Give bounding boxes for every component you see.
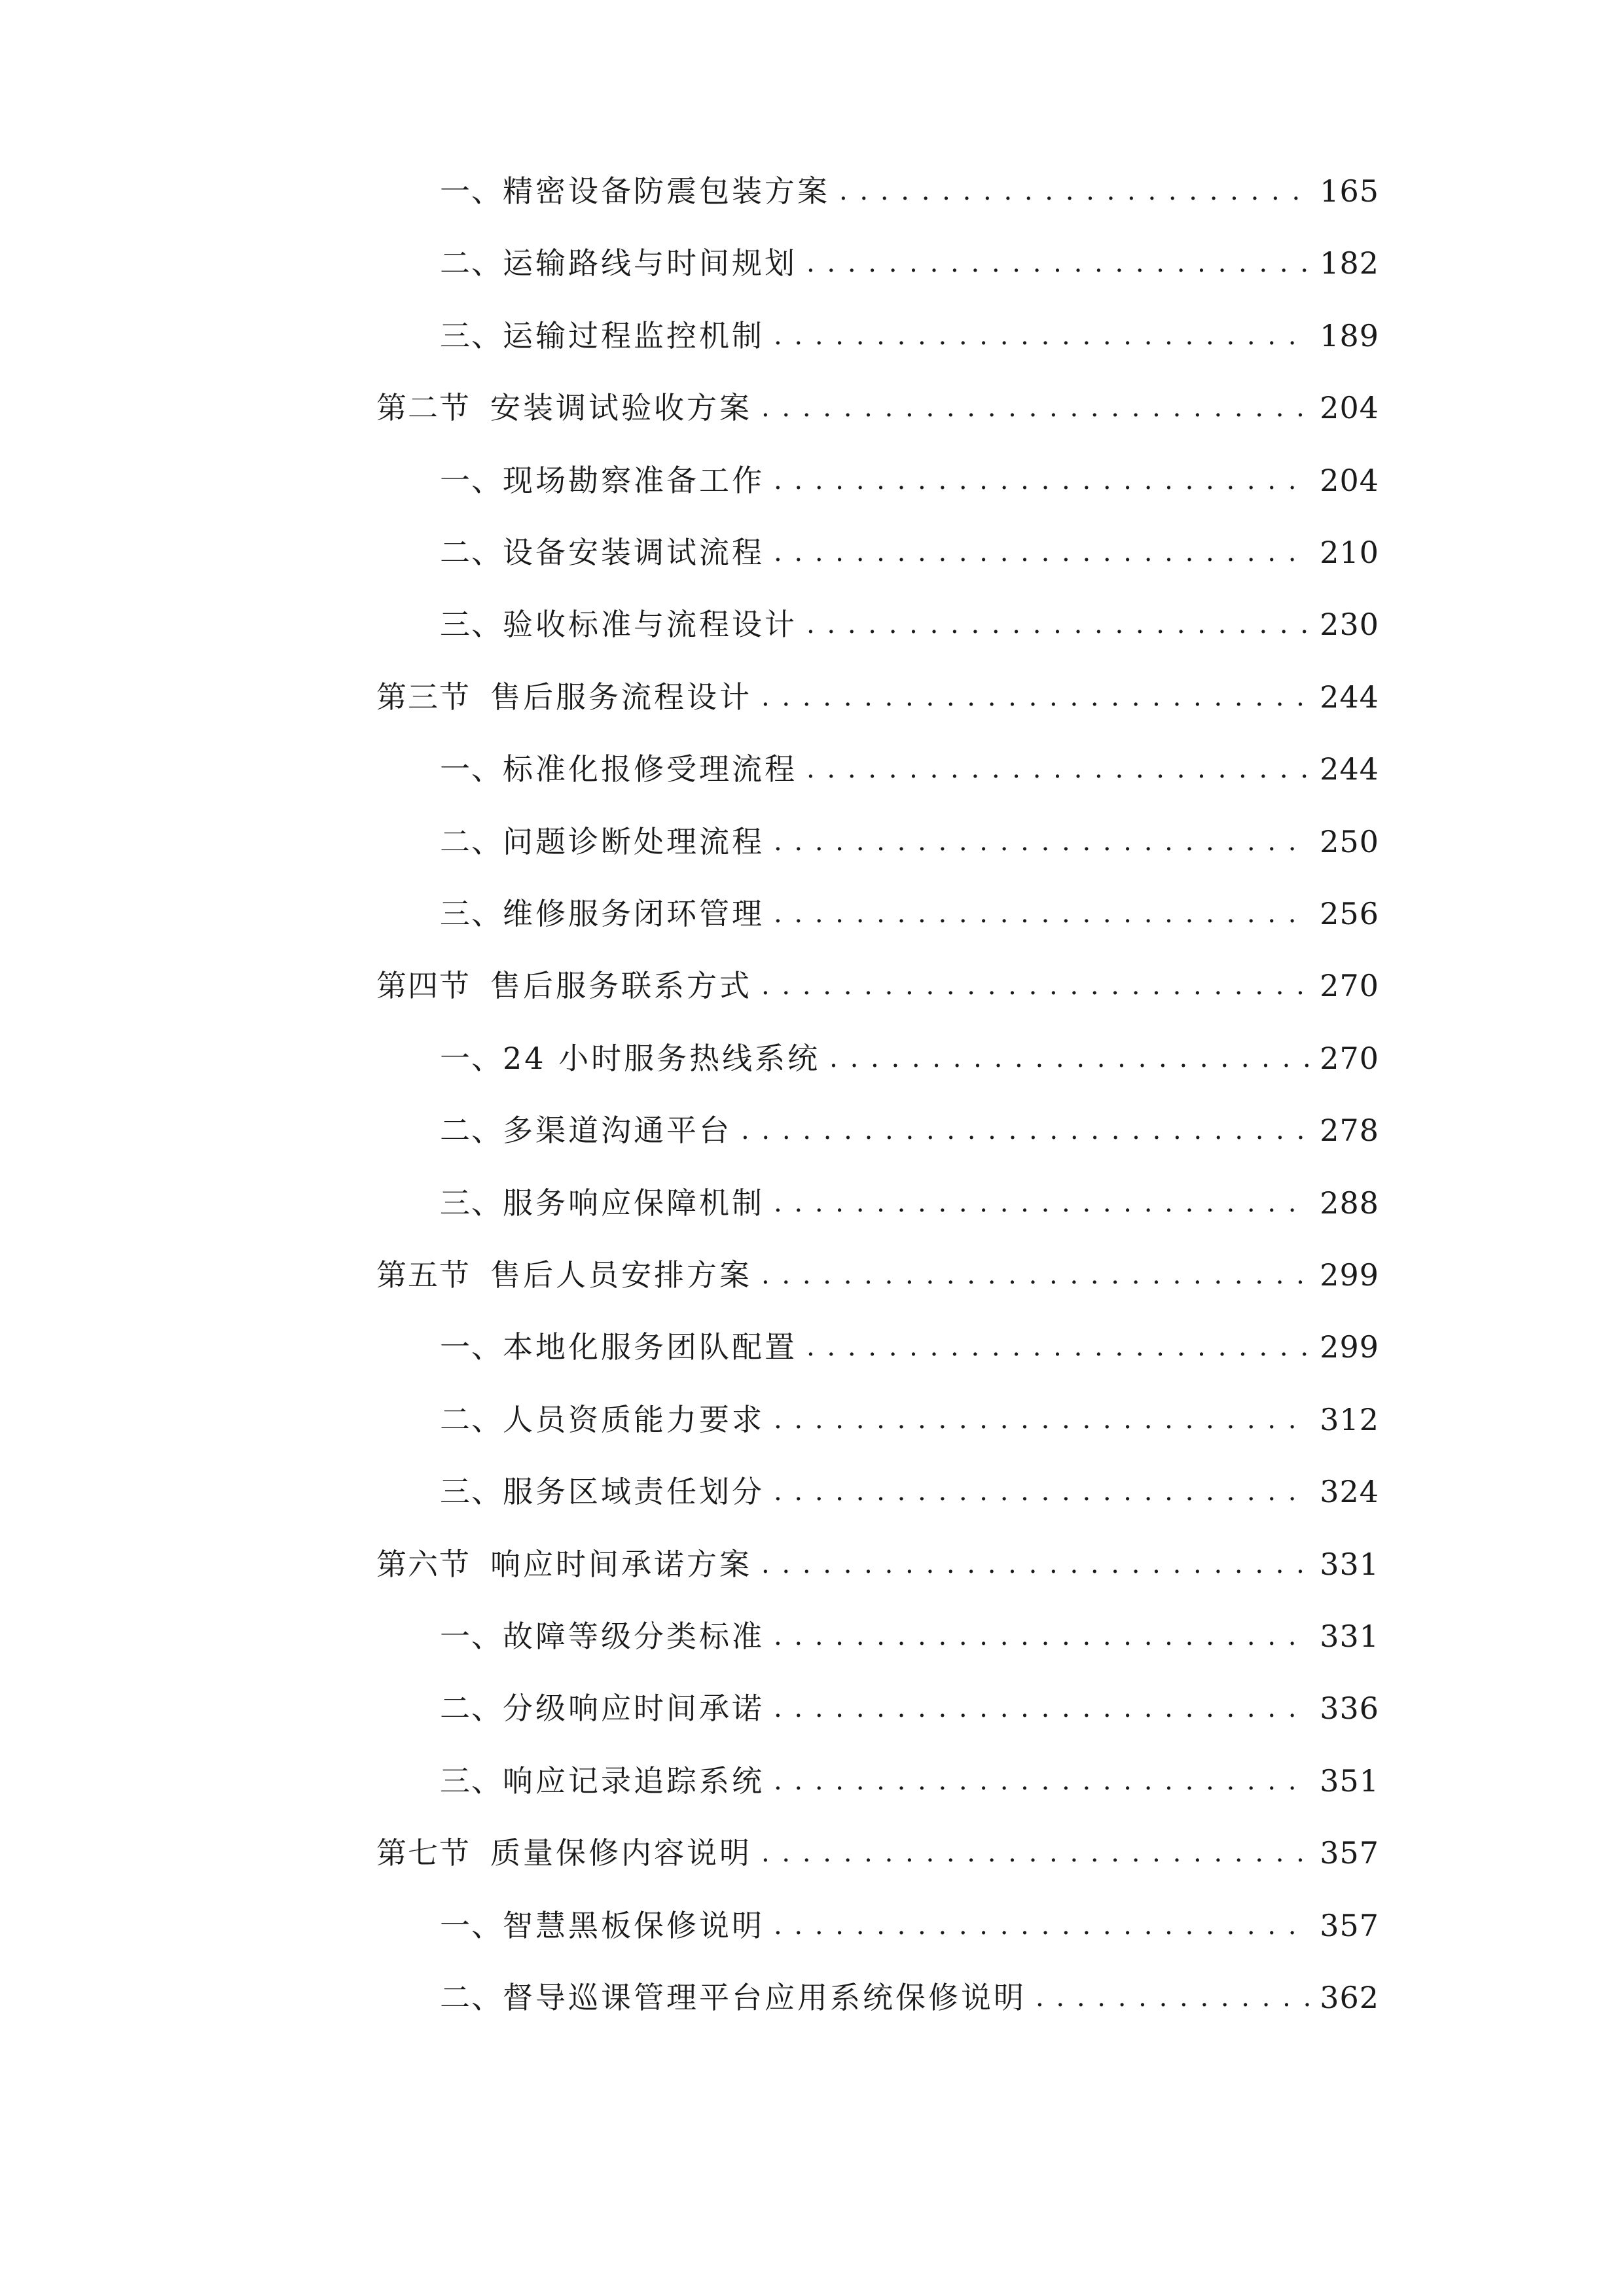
toc-dot-leader: [774, 816, 1310, 868]
toc-entry-number: 第四节: [376, 968, 471, 1003]
toc-entry-number: 一、: [440, 463, 503, 498]
toc-subsection-entry[interactable]: [440, 1755, 1379, 1807]
toc-section-entry[interactable]: [376, 1827, 1379, 1879]
toc-page-number: 299: [1320, 1329, 1379, 1365]
toc-entry-title: 多渠道沟通平台: [503, 1113, 732, 1148]
toc-dot-leader: [761, 1249, 1310, 1301]
toc-entry-number: 第二节: [376, 390, 471, 425]
toc-dot-leader: [806, 598, 1310, 651]
toc-entry-number: 二、: [440, 1113, 503, 1148]
toc-entry-number: 三、: [440, 1185, 503, 1221]
toc-entry-title: 验收标准与流程设计: [503, 607, 797, 642]
toc-subsection-entry[interactable]: [440, 1032, 1379, 1085]
toc-entry-title: 标准化报修受理流程: [503, 751, 797, 787]
toc-entry-number: 二、: [440, 1691, 503, 1726]
toc-entry-title: 售后人员安排方案: [490, 1257, 752, 1293]
toc-section-entry[interactable]: [376, 960, 1379, 1012]
toc-page-number: 244: [1320, 751, 1379, 787]
toc-dot-leader: [761, 1538, 1310, 1590]
toc-entry-title: 质量保修内容说明: [490, 1835, 752, 1871]
toc-page-number: 182: [1320, 245, 1379, 281]
toc-page-number: 288: [1320, 1185, 1379, 1221]
toc-entry-number: 第六节: [376, 1547, 471, 1582]
toc-section-entry[interactable]: [376, 382, 1379, 434]
toc-entry-number: 三、: [440, 318, 503, 353]
toc-entry-number: 二、: [440, 245, 503, 281]
toc-dot-leader: [761, 671, 1310, 723]
toc-entry-number: 三、: [440, 1474, 503, 1509]
toc-subsection-entry[interactable]: [440, 1393, 1379, 1446]
toc-entry-title: 智慧黑板保修说明: [503, 1908, 765, 1943]
toc-entry-title: 设备安装调试流程: [503, 535, 765, 570]
toc-entry-title: 服务响应保障机制: [503, 1185, 765, 1221]
toc-page-number: 351: [1320, 1763, 1379, 1799]
toc-entry-title: 精密设备防震包装方案: [503, 173, 830, 209]
toc-page-number: 210: [1320, 535, 1379, 570]
toc-page-number: 324: [1320, 1474, 1379, 1509]
toc-subsection-entry[interactable]: [440, 1610, 1379, 1662]
toc-entry-number: 二、: [440, 1402, 503, 1437]
toc-dot-leader: [774, 1899, 1310, 1952]
toc-entry-title: 分级响应时间承诺: [503, 1691, 765, 1726]
toc-dot-leader: [761, 1827, 1310, 1879]
toc-page-number: 165: [1320, 173, 1379, 209]
toc-dot-leader: [774, 1465, 1310, 1518]
toc-entry-number: 一、: [440, 1908, 503, 1943]
toc-dot-leader: [839, 165, 1310, 217]
toc-entry-number: 第七节: [376, 1835, 471, 1871]
toc-entry-title: 售后服务流程设计: [490, 679, 752, 715]
toc-entry-title: 运输路线与时间规划: [503, 245, 797, 281]
toc-dot-leader: [806, 1321, 1310, 1373]
toc-entry-title: 安装调试验收方案: [490, 390, 752, 425]
toc-subsection-entry[interactable]: [440, 598, 1379, 651]
toc-entry-number: 三、: [440, 1763, 503, 1799]
toc-entry-title: 现场勘察准备工作: [503, 463, 765, 498]
toc-page-number: 299: [1320, 1257, 1379, 1293]
toc-entry-number: 一、: [440, 173, 503, 209]
toc-page-number: 331: [1320, 1547, 1379, 1582]
toc-entry-number: 二、: [440, 824, 503, 859]
toc-page-number: 270: [1320, 1041, 1379, 1076]
toc-page-number: 244: [1320, 679, 1379, 715]
toc-page-number: 270: [1320, 968, 1379, 1003]
toc-dot-leader: [774, 1610, 1310, 1662]
toc-page-number: 189: [1320, 318, 1379, 353]
toc-page-number: 312: [1320, 1402, 1379, 1437]
toc-page-number: 336: [1320, 1691, 1379, 1726]
toc-entry-number: 一、: [440, 1619, 503, 1654]
toc-entry-title: 响应记录追踪系统: [503, 1763, 765, 1799]
toc-dot-leader: [829, 1032, 1310, 1085]
toc-dot-leader: [806, 743, 1310, 795]
toc-page-number: 357: [1320, 1835, 1379, 1871]
toc-entry-title: 售后服务联系方式: [490, 968, 752, 1003]
toc-section-entry[interactable]: [376, 1249, 1379, 1301]
toc-entry-number: 三、: [440, 607, 503, 642]
toc-entry-title: 问题诊断处理流程: [503, 824, 765, 859]
toc-entry-title: 24 小时服务热线系统: [503, 1041, 821, 1076]
toc-entry-title: 督导巡课管理平台应用系统保修说明: [503, 1980, 1026, 2015]
toc-page-number: 230: [1320, 607, 1379, 642]
toc-page-number: 204: [1320, 390, 1379, 425]
toc-page-number: 362: [1320, 1980, 1379, 2015]
toc-entry-title: 响应时间承诺方案: [490, 1547, 752, 1582]
toc-page-number: 331: [1320, 1619, 1379, 1654]
toc-dot-leader: [806, 237, 1310, 289]
toc-subsection-entry[interactable]: [440, 1899, 1379, 1952]
toc-entry-number: 第三节: [376, 679, 471, 715]
toc-subsection-entry[interactable]: [440, 888, 1379, 940]
toc-dot-leader: [1036, 1971, 1310, 2024]
toc-subsection-entry[interactable]: [440, 1321, 1379, 1373]
toc-entry-title: 故障等级分类标准: [503, 1619, 765, 1654]
toc-dot-leader: [774, 1177, 1310, 1229]
toc-page-number: 278: [1320, 1113, 1379, 1148]
toc-entry-title: 服务区域责任划分: [503, 1474, 765, 1509]
toc-entry-number: 一、: [440, 751, 503, 787]
toc-subsection-entry[interactable]: [440, 1104, 1379, 1157]
toc-dot-leader: [774, 310, 1310, 362]
toc-page-number: 256: [1320, 896, 1379, 931]
toc-section-entry[interactable]: [376, 671, 1379, 723]
toc-dot-leader: [774, 1755, 1310, 1807]
toc-entry-number: 二、: [440, 1980, 503, 2015]
toc-subsection-entry[interactable]: [440, 237, 1379, 289]
toc-subsection-entry[interactable]: [440, 165, 1379, 217]
toc-entry-number: 一、: [440, 1041, 503, 1076]
toc-entry-title: 人员资质能力要求: [503, 1402, 765, 1437]
toc-entry-number: 二、: [440, 535, 503, 570]
toc-entry-title: 本地化服务团队配置: [503, 1329, 797, 1365]
toc-dot-leader: [774, 454, 1310, 507]
toc-subsection-entry[interactable]: [440, 454, 1379, 507]
toc-entry-number: 一、: [440, 1329, 503, 1365]
toc-dot-leader: [761, 382, 1310, 434]
toc-entry-title: 运输过程监控机制: [503, 318, 765, 353]
toc-subsection-entry[interactable]: [440, 1465, 1379, 1518]
toc-dot-leader: [774, 1682, 1310, 1734]
toc-dot-leader: [741, 1104, 1310, 1157]
toc-subsection-entry[interactable]: [440, 1177, 1379, 1229]
toc-subsection-entry[interactable]: [440, 743, 1379, 795]
toc-subsection-entry[interactable]: [440, 1971, 1379, 2024]
toc-entry-number: 第五节: [376, 1257, 471, 1293]
toc-dot-leader: [774, 526, 1310, 579]
toc-dot-leader: [761, 960, 1310, 1012]
toc-section-entry[interactable]: [376, 1538, 1379, 1590]
toc-subsection-entry[interactable]: [440, 310, 1379, 362]
toc-subsection-entry[interactable]: [440, 816, 1379, 868]
toc-subsection-entry[interactable]: [440, 526, 1379, 579]
toc-page-number: 250: [1320, 824, 1379, 859]
toc-page-number: 357: [1320, 1908, 1379, 1943]
toc-dot-leader: [774, 1393, 1310, 1446]
toc-subsection-entry[interactable]: [440, 1682, 1379, 1734]
toc-page-number: 204: [1320, 463, 1379, 498]
toc-entry-number: 三、: [440, 896, 503, 931]
toc-dot-leader: [774, 888, 1310, 940]
toc-entry-title: 维修服务闭环管理: [503, 896, 765, 931]
